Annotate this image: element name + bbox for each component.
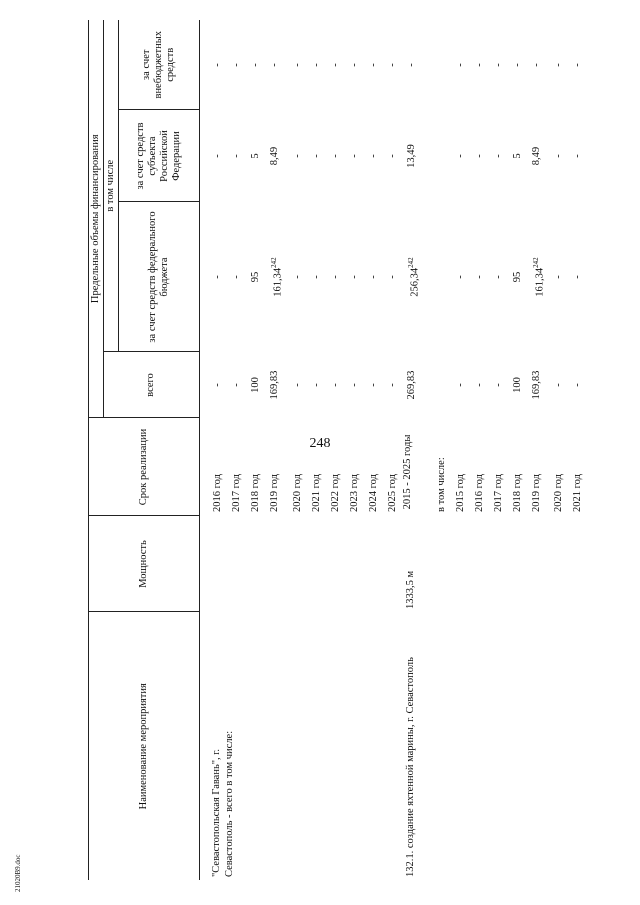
extra-cell-text: - [473, 63, 485, 67]
regional-cell-text: - [454, 154, 466, 158]
header-federal: за счет средств федерального бюджета [119, 202, 200, 352]
extra-cell-text: - [386, 63, 398, 67]
period-cell [208, 418, 227, 516]
federal-cell [470, 202, 489, 352]
federal-cell [489, 202, 508, 352]
regional-cell-text: 13,49 [405, 144, 417, 168]
including-label [432, 418, 451, 516]
extra-cell [345, 20, 364, 110]
regional-cell-text: 8,49 [269, 146, 280, 166]
subproject-power-text: 1333,5 м [404, 570, 416, 609]
federal-cell [508, 202, 527, 352]
federal-cell [288, 202, 307, 352]
regional-cell [402, 110, 432, 202]
extra-cell [568, 20, 587, 110]
footnote-ref: 242 [406, 257, 415, 268]
period-cell-text: 2021 год [310, 474, 322, 512]
regional-cell-text: - [386, 154, 398, 158]
extra-cell-text: - [310, 63, 322, 67]
federal-cell-text: - [212, 275, 223, 279]
header-period: Срок реализации [89, 418, 200, 516]
period-cell [307, 418, 326, 516]
extra-cell [288, 20, 307, 110]
period-cell-text: 2017 год [492, 474, 504, 512]
extra-cell-text: - [492, 63, 504, 67]
period-cell-text: 2019 год [530, 474, 542, 512]
period-cell [568, 418, 587, 516]
total-cell [470, 352, 489, 418]
federal-cell-text: - [492, 275, 504, 279]
regional-cell-text: - [329, 154, 341, 158]
total-cell-text: - [454, 383, 466, 387]
period-cell-text: 2023 год [348, 474, 360, 512]
total-cell [402, 352, 432, 418]
federal-cell-text: - [473, 275, 485, 279]
total-cell [489, 352, 508, 418]
total-cell-text: - [212, 383, 223, 387]
regional-cell [265, 110, 288, 202]
total-cell [307, 352, 326, 418]
period-cell-text: 2020 год [291, 474, 303, 512]
extra-cell-text: - [250, 63, 261, 67]
period-cell-text: 2024 год [367, 474, 379, 512]
period-cell-text: 2018 год [511, 474, 523, 512]
period-cell [246, 418, 265, 516]
period-cell [227, 418, 246, 516]
total-cell-text: - [492, 383, 504, 387]
total-cell [451, 352, 470, 418]
period-cell-text: 2016 год [473, 474, 485, 512]
federal-cell [383, 202, 402, 352]
period-cell [451, 418, 470, 516]
total-cell-text: 169,83 [269, 370, 280, 400]
regional-cell-text: - [367, 154, 379, 158]
extra-cell [383, 20, 402, 110]
extra-cell-text: - [329, 63, 341, 67]
period-cell-text: 2022 год [329, 474, 341, 512]
empty-cell [432, 20, 451, 110]
financing-table [88, 20, 587, 880]
total-cell-text: 100 [250, 377, 261, 393]
table-row [402, 20, 432, 880]
regional-cell [288, 110, 307, 202]
total-cell [326, 352, 345, 418]
period-cell-text: 2016 год [212, 474, 223, 512]
extra-cell-text: - [553, 63, 564, 67]
federal-cell [208, 202, 227, 352]
total-cell-text: 269,83 [405, 370, 417, 400]
regional-cell [227, 110, 246, 202]
regional-cell-text: - [348, 154, 360, 158]
federal-cell-text: - [348, 275, 360, 279]
total-cell [508, 352, 527, 418]
period-cell-text: 2020 год [553, 474, 564, 512]
total-cell [265, 352, 288, 418]
period-cell-text: 2025 год [386, 474, 398, 512]
regional-cell [208, 110, 227, 202]
extra-cell [489, 20, 508, 110]
header-total: всего [104, 352, 200, 418]
federal-cell-text: 256,34 [409, 267, 420, 297]
regional-cell-text: - [212, 154, 223, 158]
regional-cell [307, 110, 326, 202]
period-cell [288, 418, 307, 516]
regional-cell [508, 110, 527, 202]
period-cell-text: 2021 год [572, 474, 583, 512]
period-cell [508, 418, 527, 516]
period-cell [489, 418, 508, 516]
federal-cell-text: 95 [511, 271, 523, 283]
period-cell [527, 418, 550, 516]
empty-cell [432, 352, 451, 418]
extra-cell [508, 20, 527, 110]
total-cell-text: - [386, 383, 398, 387]
page-number: 248 [309, 436, 331, 451]
period-cell-text: 2015 - 2025 годы [401, 434, 413, 510]
federal-cell-text: 95 [250, 271, 261, 283]
federal-cell-text: - [231, 275, 242, 279]
federal-cell [227, 202, 246, 352]
table-row [208, 20, 227, 880]
including-label-text: в том числе: [435, 457, 447, 512]
period-cell [364, 418, 383, 516]
federal-cell-text: 161,34 [534, 267, 545, 297]
federal-cell [402, 202, 432, 352]
regional-cell-text: 8,49 [530, 146, 542, 166]
total-cell-text: - [329, 383, 341, 387]
extra-cell [451, 20, 470, 110]
total-cell [364, 352, 383, 418]
total-cell [246, 352, 265, 418]
regional-cell-text: - [553, 154, 564, 158]
regional-cell-text: - [473, 154, 485, 158]
total-cell [549, 352, 568, 418]
regional-cell [326, 110, 345, 202]
regional-cell [383, 110, 402, 202]
regional-cell-text: - [310, 154, 322, 158]
regional-cell [568, 110, 587, 202]
federal-cell-text: - [454, 275, 466, 279]
extra-cell-text: - [511, 63, 523, 67]
federal-cell [246, 202, 265, 352]
regional-cell [527, 110, 550, 202]
federal-cell-text: - [329, 275, 341, 279]
extra-cell [527, 20, 550, 110]
regional-cell [489, 110, 508, 202]
federal-cell-text: - [572, 275, 583, 279]
regional-cell-text: - [492, 154, 504, 158]
subproject-name-text: 132.1. создание яхтенной марины, г. Севастополь [404, 657, 416, 877]
period-cell-text: 2019 год [269, 474, 280, 512]
federal-cell [265, 202, 288, 352]
federal-cell [326, 202, 345, 352]
regional-cell [364, 110, 383, 202]
extra-cell-text: - [454, 63, 466, 67]
footnote-ref: 242 [531, 257, 540, 268]
extra-cell-text: - [269, 63, 280, 67]
regional-cell-text: 5 [511, 153, 523, 159]
total-cell-text: - [473, 383, 485, 387]
total-cell [288, 352, 307, 418]
extra-cell [265, 20, 288, 110]
total-cell [345, 352, 364, 418]
regional-cell [451, 110, 470, 202]
power-cell [208, 516, 402, 612]
total-cell-text: - [367, 383, 379, 387]
federal-cell-text: - [367, 275, 379, 279]
federal-cell [568, 202, 587, 352]
total-cell [383, 352, 402, 418]
table-body [200, 20, 588, 880]
total-cell [568, 352, 587, 418]
period-cell [383, 418, 402, 516]
period-cell [470, 418, 489, 516]
total-cell [227, 352, 246, 418]
federal-cell-text: - [553, 275, 564, 279]
regional-cell [549, 110, 568, 202]
header-limits: Предельные объемы финансирования [89, 20, 104, 418]
period-cell [549, 418, 568, 516]
extra-cell-text: - [291, 63, 303, 67]
extra-cell-text: - [405, 63, 417, 67]
empty-cell [432, 202, 451, 352]
total-cell-text: 100 [511, 377, 523, 393]
period-cell [326, 418, 345, 516]
project-name [208, 612, 402, 880]
footnote-ref: 242 [270, 257, 278, 268]
extra-cell-text: - [530, 63, 542, 67]
period-cell-text: 2018 год [250, 474, 261, 512]
extra-cell [364, 20, 383, 110]
regional-cell-text: - [572, 154, 583, 158]
period-cell-text: 2017 год [231, 474, 242, 512]
extra-cell [549, 20, 568, 110]
extra-cell-text: - [367, 63, 379, 67]
file-name-footer: 21020В9.doc [14, 854, 22, 892]
period-cell [345, 418, 364, 516]
regional-cell-text: 5 [250, 153, 261, 159]
header-regional: за счет средств субъекта Российской Федерации [119, 110, 200, 202]
extra-cell [470, 20, 489, 110]
total-cell-text: - [553, 383, 564, 387]
empty-cell [432, 110, 451, 202]
federal-cell-text: - [310, 275, 322, 279]
federal-cell-text: - [291, 275, 303, 279]
federal-cell [364, 202, 383, 352]
total-cell-text: - [291, 383, 303, 387]
total-cell [208, 352, 227, 418]
extra-cell-text: - [348, 63, 360, 67]
regional-cell-text: - [231, 154, 242, 158]
project-name-text: "Севастопольская Гавань", г. Севастополь - всего в том числе: [211, 730, 235, 877]
extra-cell [227, 20, 246, 110]
regional-cell [470, 110, 489, 202]
federal-cell [307, 202, 326, 352]
total-cell-text: - [310, 383, 322, 387]
federal-cell-text: - [386, 275, 398, 279]
regional-cell-text: - [291, 154, 303, 158]
period-cell-text: 2015 год [454, 474, 466, 512]
federal-cell-text: 161,34 [272, 267, 284, 297]
period-cell [402, 418, 432, 516]
extra-cell [402, 20, 432, 110]
subproject-power [402, 516, 588, 612]
total-cell-text: 169,83 [530, 370, 542, 400]
header-name: Наименование мероприятия [89, 612, 200, 880]
extra-cell-text: - [212, 63, 223, 67]
federal-cell [345, 202, 364, 352]
total-cell [527, 352, 550, 418]
header-including: в том числе [104, 20, 119, 352]
extra-cell [326, 20, 345, 110]
period-cell [265, 418, 288, 516]
rotated-table-container [88, 20, 583, 880]
federal-cell [549, 202, 568, 352]
subproject-name [402, 612, 588, 880]
header-extra: за счет внебюджетных средств [119, 20, 200, 110]
federal-cell [527, 202, 550, 352]
extra-cell-text: - [572, 63, 583, 67]
extra-cell [246, 20, 265, 110]
federal-cell [451, 202, 470, 352]
extra-cell-text: - [231, 63, 242, 67]
total-cell-text: - [231, 383, 242, 387]
regional-cell [246, 110, 265, 202]
extra-cell [307, 20, 326, 110]
total-cell-text: - [572, 383, 583, 387]
regional-cell [345, 110, 364, 202]
total-cell-text: - [348, 383, 360, 387]
extra-cell [208, 20, 227, 110]
header-power: Мощность [89, 516, 200, 612]
